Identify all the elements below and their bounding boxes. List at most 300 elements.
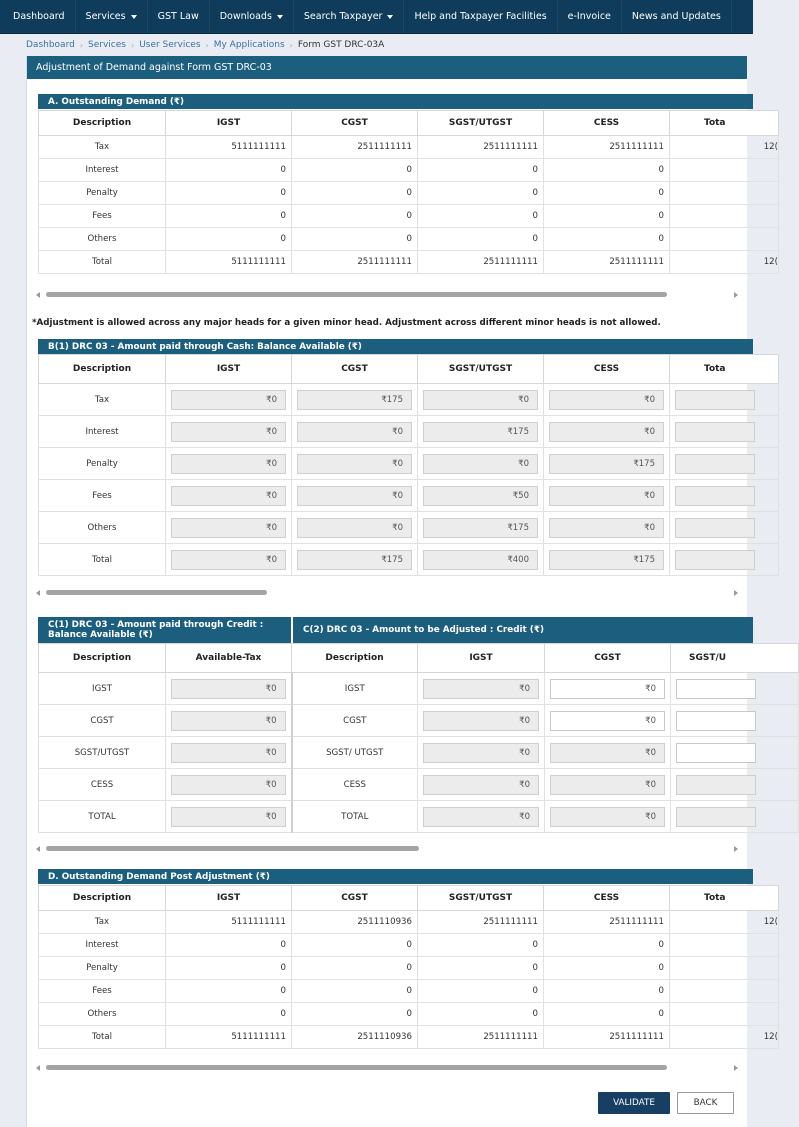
amount-field: ₹175 [423, 518, 538, 538]
row-label: CESS [39, 769, 166, 801]
amount-cell [166, 673, 292, 705]
cell-value: 12( [670, 136, 779, 159]
row-label: Others [39, 512, 166, 544]
amount-cell [671, 673, 799, 705]
amount-cell [670, 416, 779, 448]
row-label: SGST/ UTGST [292, 737, 418, 769]
validate-button[interactable]: VALIDATE [598, 1092, 670, 1114]
nav-help-facilities[interactable] [404, 0, 557, 33]
col-header: Description [292, 644, 418, 673]
row-label: Total [39, 1026, 166, 1049]
col-header: Description [39, 886, 166, 911]
cell-value: 5111111111 [166, 136, 292, 159]
cell-value: 2511110936 [292, 911, 418, 934]
amount-field: ₹175 [549, 550, 664, 570]
amount-field: ₹0 [423, 390, 538, 410]
nav-downloads[interactable] [210, 0, 294, 33]
col-header: Description [39, 355, 166, 384]
available-tax-field: ₹0 [171, 711, 286, 731]
table-row [39, 159, 779, 182]
table-row [39, 205, 779, 228]
row-label: Interest [39, 934, 166, 957]
scrollbar-thumb[interactable] [46, 590, 267, 595]
amount-field [675, 390, 755, 410]
amount-field [675, 454, 755, 474]
amount-cell [545, 801, 671, 833]
amount-cell [292, 448, 418, 480]
amount-cell [671, 801, 799, 833]
amount-cell [418, 673, 545, 705]
amount-cell [292, 416, 418, 448]
amount-field: ₹0 [171, 550, 286, 570]
col-header: Tota [670, 355, 779, 384]
amount-cell [418, 384, 544, 416]
caret-down-icon [277, 15, 283, 19]
table-row [39, 737, 799, 769]
amount-field: ₹0 [171, 390, 286, 410]
amount-cell [418, 544, 544, 576]
outstanding-demand-table [38, 110, 779, 274]
amount-field: ₹0 [171, 518, 286, 538]
col-header: CGST [292, 111, 418, 136]
table-row [39, 705, 799, 737]
table-row [39, 769, 799, 801]
cgst-adjust-field: ₹0 [550, 743, 665, 763]
amount-field [675, 422, 755, 442]
nav-gst-law[interactable] [148, 0, 210, 33]
row-label: Fees [39, 205, 166, 228]
table-header-row [39, 644, 799, 673]
amount-field: ₹0 [297, 454, 412, 474]
table-row [39, 544, 779, 576]
horizontal-scrollbar[interactable] [36, 1063, 748, 1073]
horizontal-scrollbar[interactable] [36, 290, 748, 300]
cell-value: 2511111111 [544, 136, 670, 159]
table-row [39, 480, 779, 512]
nav-label: Search Taxpayer [303, 11, 383, 22]
amount-field: ₹0 [171, 486, 286, 506]
col-header: CESS [544, 886, 670, 911]
sgst-adjust-field [676, 775, 756, 795]
cell-value: 2511111111 [544, 1026, 670, 1049]
scroll-left-arrow-icon[interactable] [36, 590, 40, 596]
table-row [39, 448, 779, 480]
cell-value: 2511111111 [292, 251, 418, 274]
row-label: IGST [292, 673, 418, 705]
cell-value [670, 934, 779, 957]
cell-value: 0 [418, 934, 544, 957]
igst-adjust-field: ₹0 [423, 807, 539, 827]
row-label: Tax [39, 136, 166, 159]
cell-value: 0 [292, 1003, 418, 1026]
amount-cell [418, 448, 544, 480]
amount-cell [166, 384, 292, 416]
cell-value: 0 [544, 957, 670, 980]
amount-field: ₹0 [549, 518, 664, 538]
cell-value: 12( [670, 1026, 779, 1049]
row-label: Total [39, 251, 166, 274]
amount-field: ₹0 [171, 422, 286, 442]
cell-value: 0 [418, 228, 544, 251]
cell-value: 0 [544, 205, 670, 228]
amount-cell [292, 480, 418, 512]
sgst-adjust-field[interactable] [676, 679, 756, 699]
cell-value: 5111111111 [166, 1026, 292, 1049]
amount-cell [166, 544, 292, 576]
breadcrumb-separator: › [130, 40, 135, 50]
row-label: Others [39, 228, 166, 251]
breadcrumb-user-services[interactable]: User Services [139, 40, 201, 50]
credit-adjustment-table [38, 643, 799, 833]
available-tax-field: ₹0 [171, 807, 286, 827]
table-row [39, 384, 779, 416]
row-label: Penalty [39, 448, 166, 480]
amount-cell [292, 384, 418, 416]
breadcrumb-my-applications[interactable]: My Applications [213, 40, 285, 50]
amount-field: ₹0 [297, 486, 412, 506]
table-row [39, 801, 799, 833]
col-header: CGST [545, 644, 671, 673]
amount-cell [418, 416, 544, 448]
amount-cell [418, 512, 544, 544]
cell-value: 0 [292, 182, 418, 205]
section-c1-title-line1: C(1) DRC 03 - Amount paid through Credit : [48, 620, 264, 630]
col-header: SGST/UTGST [418, 355, 544, 384]
row-label: CGST [39, 705, 166, 737]
cell-value: 2511111111 [418, 136, 544, 159]
section-b-header: B(1) DRC 03 - Amount paid through Cash: Balance Available (₹) [38, 339, 753, 354]
section-d-header: D. Outstanding Demand Post Adjustment (₹) [38, 869, 753, 884]
table-row [39, 957, 779, 980]
amount-field: ₹400 [423, 550, 538, 570]
scrollbar-thumb[interactable] [46, 846, 419, 851]
cell-value: 0 [544, 980, 670, 1003]
amount-cell [545, 769, 671, 801]
row-label: Interest [39, 416, 166, 448]
col-header: IGST [166, 355, 292, 384]
available-tax-field: ₹0 [171, 775, 286, 795]
cell-value: 0 [544, 1003, 670, 1026]
cell-value: 0 [292, 228, 418, 251]
amount-field: ₹0 [549, 422, 664, 442]
amount-cell [670, 544, 779, 576]
amount-cell [418, 737, 545, 769]
post-adjustment-table [38, 885, 779, 1049]
scrollbar-thumb[interactable] [46, 292, 667, 297]
nav-news-updates[interactable] [622, 0, 732, 33]
section-c2-header: C(2) DRC 03 - Amount to be Adjusted : Credit (₹) [293, 617, 753, 643]
nav-dashboard[interactable] [0, 0, 76, 33]
amount-cell [166, 769, 292, 801]
cell-value [670, 1003, 779, 1026]
cell-value: 12( [670, 911, 779, 934]
table-row [39, 934, 779, 957]
nav-label: Downloads [219, 11, 272, 22]
cell-value: 2511111111 [544, 911, 670, 934]
available-tax-field: ₹0 [171, 679, 286, 699]
nav-label: News and Updates [631, 11, 721, 22]
table-row [39, 512, 779, 544]
cell-value: 0 [544, 228, 670, 251]
amount-cell [166, 480, 292, 512]
row-label: Others [39, 1003, 166, 1026]
cell-value [670, 205, 779, 228]
table-row [39, 416, 779, 448]
cell-value: 0 [166, 159, 292, 182]
table-header-row [39, 111, 779, 136]
cell-value: 0 [292, 980, 418, 1003]
row-label: Tax [39, 384, 166, 416]
amount-field: ₹175 [297, 390, 412, 410]
cell-value: 2511110936 [292, 1026, 418, 1049]
available-tax-field: ₹0 [171, 743, 286, 763]
cell-value: 0 [418, 182, 544, 205]
cell-value: 0 [292, 159, 418, 182]
top-navigation-bar [0, 0, 753, 34]
amount-field [675, 486, 755, 506]
cell-value [670, 980, 779, 1003]
amount-cell [166, 705, 292, 737]
igst-adjust-field: ₹0 [423, 711, 539, 731]
amount-cell [671, 769, 799, 801]
col-header: SGST/U [671, 644, 799, 673]
col-header: IGST [166, 886, 292, 911]
amount-cell [166, 448, 292, 480]
row-label: CGST [292, 705, 418, 737]
scroll-left-arrow-icon[interactable] [36, 292, 40, 298]
nav-search-taxpayer[interactable] [294, 0, 405, 33]
scroll-left-arrow-icon[interactable] [36, 846, 40, 852]
amount-cell [166, 737, 292, 769]
amount-field: ₹175 [423, 422, 538, 442]
table-row [39, 673, 799, 705]
cell-value: 0 [418, 159, 544, 182]
table-row [39, 136, 779, 159]
amount-field: ₹0 [297, 422, 412, 442]
caret-down-icon [131, 15, 137, 19]
row-label: SGST/UTGST [39, 737, 166, 769]
table-row [39, 1026, 779, 1049]
cell-value [670, 182, 779, 205]
cell-value: 0 [166, 228, 292, 251]
cgst-adjust-field: ₹0 [550, 807, 665, 827]
col-header: IGST [166, 111, 292, 136]
amount-cell [544, 384, 670, 416]
horizontal-scrollbar[interactable] [36, 844, 748, 854]
cell-value: 0 [166, 205, 292, 228]
back-button[interactable]: BACK [677, 1092, 734, 1114]
cgst-adjust-field[interactable]: ₹0 [550, 679, 665, 699]
amount-cell [670, 480, 779, 512]
table-row [39, 911, 779, 934]
section-c1-header [38, 617, 291, 643]
breadcrumb-current: Form GST DRC-03A [297, 40, 385, 50]
amount-cell [418, 480, 544, 512]
igst-adjust-field: ₹0 [423, 775, 539, 795]
breadcrumb-separator: › [289, 40, 293, 50]
cell-value: 0 [544, 934, 670, 957]
table-row [39, 980, 779, 1003]
cell-value: 5111111111 [166, 911, 292, 934]
amount-cell [545, 673, 671, 705]
table-header-row [39, 355, 779, 384]
scroll-right-arrow-icon[interactable] [734, 590, 738, 596]
cell-value: 0 [418, 980, 544, 1003]
row-label: Penalty [39, 957, 166, 980]
cell-value: 12( [670, 251, 779, 274]
amount-cell [670, 512, 779, 544]
row-label: Total [39, 544, 166, 576]
amount-field: ₹50 [423, 486, 538, 506]
adjustment-note: *Adjustment is allowed across any major heads for a given minor head. Adjustment across different minor heads is not allowed. [32, 318, 661, 328]
igst-adjust-field: ₹0 [423, 743, 539, 763]
row-label: Penalty [39, 182, 166, 205]
sgst-adjust-field [676, 807, 756, 827]
row-label: TOTAL [39, 801, 166, 833]
amount-cell [544, 512, 670, 544]
nav-label: Services [85, 11, 126, 22]
cell-value: 0 [544, 182, 670, 205]
amount-cell [670, 384, 779, 416]
cell-value [670, 228, 779, 251]
cell-value: 0 [292, 934, 418, 957]
amount-field: ₹0 [549, 486, 664, 506]
cash-balance-table [38, 354, 779, 576]
page-title: Adjustment of Demand against Form GST DRC-03 [27, 56, 747, 79]
cell-value: 0 [418, 1003, 544, 1026]
row-label: CESS [292, 769, 418, 801]
amount-cell [292, 544, 418, 576]
cell-value: 0 [166, 182, 292, 205]
cell-value: 2511111111 [418, 911, 544, 934]
amount-cell [545, 737, 671, 769]
amount-cell [544, 544, 670, 576]
amount-field: ₹0 [423, 454, 538, 474]
amount-cell [544, 448, 670, 480]
scroll-right-arrow-icon[interactable] [734, 846, 738, 852]
cell-value: 0 [166, 934, 292, 957]
col-header: Tota [670, 886, 779, 911]
igst-adjust-field: ₹0 [423, 679, 539, 699]
amount-field [675, 518, 755, 538]
row-label: IGST [39, 673, 166, 705]
amount-field: ₹0 [549, 390, 664, 410]
nav-e-invoice[interactable] [558, 0, 622, 33]
scrollbar-thumb[interactable] [46, 1065, 667, 1070]
table-row [39, 182, 779, 205]
cell-value: 0 [418, 957, 544, 980]
row-label: Tax [39, 911, 166, 934]
amount-cell [166, 512, 292, 544]
section-c1-title-line2: Balance Available (₹) [48, 630, 153, 640]
row-label: Fees [39, 480, 166, 512]
amount-cell [418, 705, 545, 737]
amount-cell [418, 801, 545, 833]
amount-cell [166, 416, 292, 448]
section-a-header: A. Outstanding Demand (₹) [38, 94, 753, 109]
cell-value: 2511111111 [418, 1026, 544, 1049]
col-header: SGST/UTGST [418, 886, 544, 911]
table-row [39, 228, 779, 251]
col-header: SGST/UTGST [418, 111, 544, 136]
cgst-adjust-field: ₹0 [550, 775, 665, 795]
amount-field: ₹0 [297, 518, 412, 538]
table-row [39, 251, 779, 274]
scroll-right-arrow-icon[interactable] [734, 1065, 738, 1071]
row-label: Interest [39, 159, 166, 182]
amount-field: ₹0 [171, 454, 286, 474]
amount-cell [545, 705, 671, 737]
amount-cell [292, 512, 418, 544]
col-header: Description [39, 111, 166, 136]
cell-value: 0 [292, 957, 418, 980]
cell-value: 2511111111 [292, 136, 418, 159]
amount-cell [418, 769, 545, 801]
scroll-left-arrow-icon[interactable] [36, 1065, 40, 1071]
row-label: TOTAL [292, 801, 418, 833]
cgst-adjust-field[interactable]: ₹0 [550, 711, 665, 731]
sgst-adjust-field[interactable] [676, 743, 756, 763]
col-header: Available-Tax [166, 644, 292, 673]
cell-value: 0 [166, 980, 292, 1003]
amount-cell [671, 737, 799, 769]
row-label: Fees [39, 980, 166, 1003]
breadcrumb-separator: › [205, 40, 209, 50]
breadcrumb [26, 37, 384, 53]
horizontal-scrollbar[interactable] [36, 588, 748, 598]
table-row [39, 1003, 779, 1026]
caret-down-icon [387, 15, 393, 19]
col-header: CESS [544, 111, 670, 136]
amount-cell [166, 801, 292, 833]
col-header: CESS [544, 355, 670, 384]
nav-label: Help and Taxpayer Facilities [414, 11, 547, 22]
cell-value: 2511111111 [418, 251, 544, 274]
cell-value: 0 [418, 205, 544, 228]
sgst-adjust-field[interactable] [676, 711, 756, 731]
col-header: CGST [292, 886, 418, 911]
table-header-row [39, 886, 779, 911]
amount-field [675, 550, 755, 570]
scroll-right-arrow-icon[interactable] [734, 292, 738, 298]
cell-value [670, 159, 779, 182]
col-header: CGST [292, 355, 418, 384]
col-header: Description [39, 644, 166, 673]
cell-value: 2511111111 [544, 251, 670, 274]
cell-value: 5111111111 [166, 251, 292, 274]
nav-services[interactable] [76, 0, 148, 33]
col-header: IGST [418, 644, 545, 673]
breadcrumb-dashboard[interactable]: Dashboard [26, 40, 75, 50]
amount-field: ₹175 [297, 550, 412, 570]
nav-label: e-Invoice [567, 11, 611, 22]
cell-value: 0 [544, 159, 670, 182]
amount-field: ₹175 [549, 454, 664, 474]
amount-cell [670, 448, 779, 480]
breadcrumb-separator: › [79, 40, 84, 50]
breadcrumb-services[interactable]: Services [88, 40, 126, 50]
nav-label: Dashboard [13, 11, 65, 22]
cell-value [670, 957, 779, 980]
amount-cell [671, 705, 799, 737]
cell-value: 0 [292, 205, 418, 228]
nav-label: GST Law [157, 11, 199, 22]
cell-value: 0 [166, 957, 292, 980]
cell-value: 0 [166, 1003, 292, 1026]
amount-cell [544, 416, 670, 448]
col-header: Tota [670, 111, 779, 136]
amount-cell [544, 480, 670, 512]
